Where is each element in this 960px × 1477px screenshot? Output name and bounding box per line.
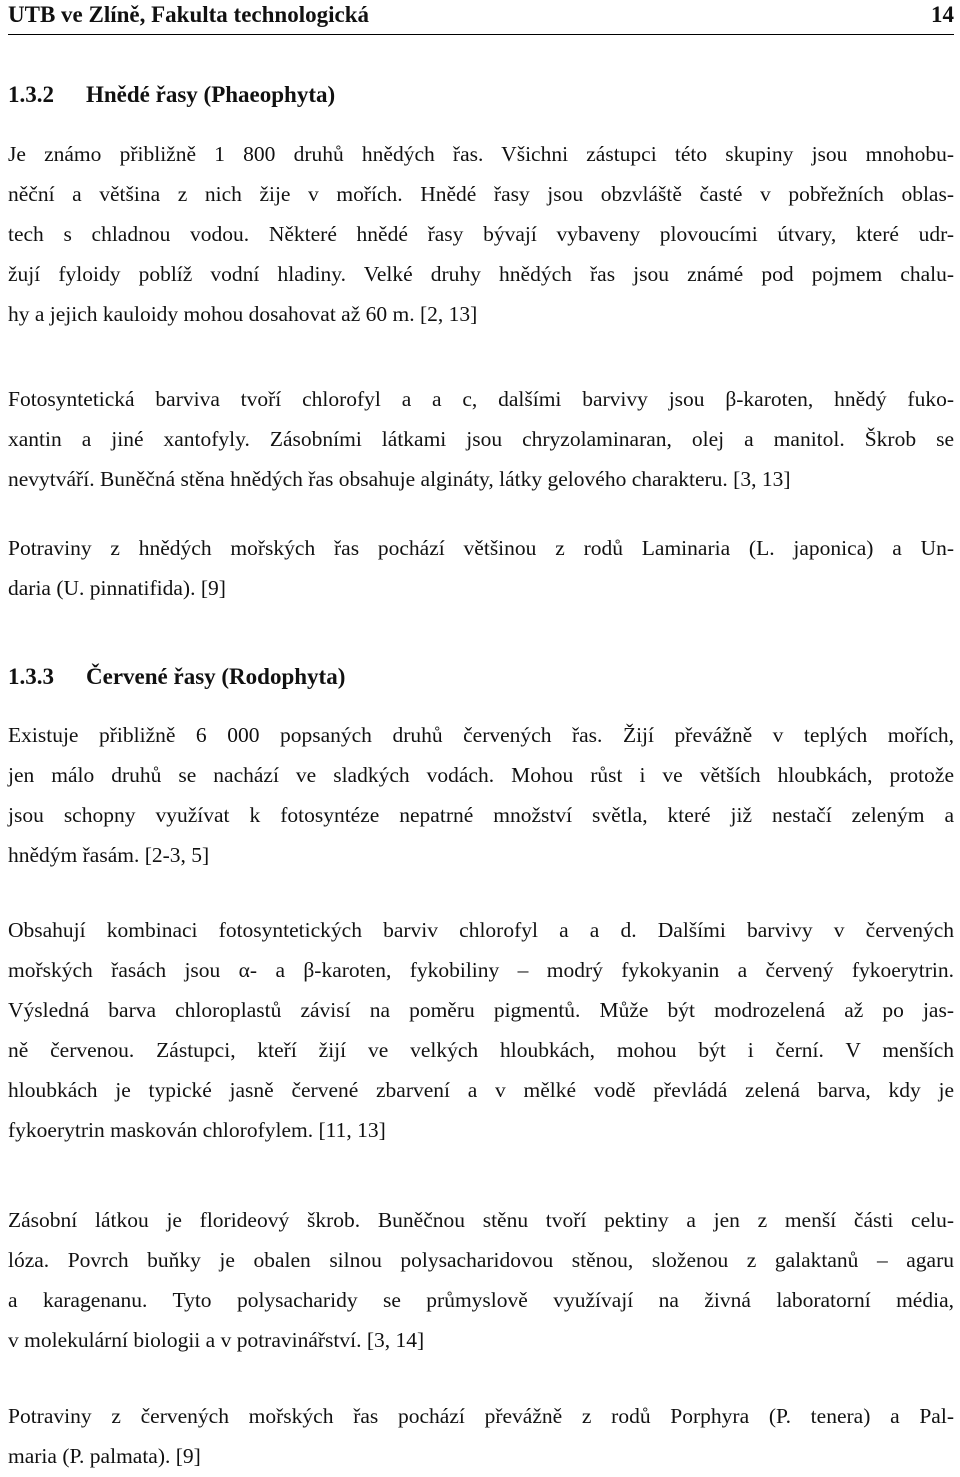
section-number: 1.3.2 — [8, 82, 54, 107]
text-line: Je známo přibližně 1 800 druhů hnědých řas. Všichni zástupci této skupiny jsou mnohobu- — [8, 142, 954, 166]
section-heading-rodophyta — [8, 664, 345, 690]
text-line: tech s chladnou vodou. Některé hnědé řasy bývají vybaveny plovoucími útvary, které udr- — [8, 222, 954, 246]
page-number: 14 — [931, 2, 954, 27]
text-line: nevytváří. Buněčná stěna hnědých řas obsahuje algináty, látky gelového charakteru. [3, 13] — [8, 467, 791, 491]
text-line: Zásobní látkou je florideový škrob. Buněčnou stěnu tvoří pektiny a jen z menší části celu- — [8, 1208, 954, 1232]
text-line: žují fyloidy poblíž vodní hladiny. Velké druhy hnědých řas jsou známé pod pojmem chalu- — [8, 262, 954, 286]
text-line: mořských řasách jsou α- a β-karoten, fykobiliny – modrý fykokyanin a červený fykoerytrin. — [8, 958, 954, 982]
page-header — [8, 0, 954, 35]
section-title: Hnědé řasy (Phaeophyta) — [86, 82, 336, 107]
text-line: v molekulární biologii a v potravinářství. [3, 14] — [8, 1328, 425, 1352]
text-line: daria (U. pinnatifida). [9] — [8, 576, 226, 600]
text-line: Existuje přibližně 6 000 popsaných druhů červených řas. Žijí převážně v teplých mořích, — [8, 723, 954, 747]
text-line: jen málo druhů se nachází ve sladkých vodách. Mohou růst i ve větších hloubkách, protože — [8, 763, 954, 787]
text-line: hnědým řasám. [2-3, 5] — [8, 843, 210, 867]
text-line: něční a většina z nich žije v mořích. Hnědé řasy jsou obzvláště časté v pobřežních oblas- — [8, 182, 954, 206]
text-line: fykoerytrin maskován chlorofylem. [11, 13] — [8, 1118, 386, 1142]
section-heading-phaeophyta — [8, 82, 335, 108]
text-line: Fotosyntetická barviva tvoří chlorofyl a a c, dalšími barvivy jsou β-karoten, hnědý fuko- — [8, 387, 954, 411]
section-title: Červené řasy (Rodophyta) — [86, 664, 346, 689]
text-line: a karagenanu. Tyto polysacharidy se průmyslově využívají na živná laboratorní média, — [8, 1288, 954, 1312]
paragraph — [8, 1200, 954, 1360]
paragraph — [8, 134, 954, 334]
text-line: Potraviny z hnědých mořských řas pochází většinou z rodů Laminaria (L. japonica) a Un- — [8, 536, 954, 560]
text-line: ně červenou. Zástupci, kteří žijí ve velkých hloubkách, mohou být i černí. V menších — [8, 1038, 954, 1062]
section-number: 1.3.3 — [8, 664, 54, 689]
text-line: maria (P. palmata). [9] — [8, 1444, 201, 1468]
text-line: jsou schopny využívat k fotosyntéze nepatrné množství světla, které již nestačí zeleným a — [8, 803, 954, 827]
paragraph — [8, 715, 954, 875]
text-line: hloubkách je typické jasně červené zbarvení a v mělké vodě převládá zelená barva, kdy je — [8, 1078, 954, 1102]
text-line: Obsahují kombinaci fotosyntetických barviv chlorofyl a a d. Dalšími barvivy v červených — [8, 918, 954, 942]
text-line: Potraviny z červených mořských řas pochází převážně z rodů Porphyra (P. tenera) a Pal- — [8, 1404, 954, 1428]
text-line: Výsledná barva chloroplastů závisí na poměru pigmentů. Může být modrozelená až po jas- — [8, 998, 954, 1022]
text-line: lóza. Povrch buňky je obalen silnou polysacharidovou stěnou, složenou z galaktanů – agaru — [8, 1248, 954, 1272]
header-title: UTB ve Zlíně, Fakulta technologická — [8, 2, 369, 27]
paragraph — [8, 1396, 954, 1476]
paragraph — [8, 379, 954, 499]
text-line: xantin a jiné xantofyly. Zásobními látkami jsou chryzolaminaran, olej a manitol. Škrob se — [8, 427, 954, 451]
paragraph — [8, 528, 954, 608]
paragraph — [8, 910, 954, 1150]
text-line: hy a jejich kauloidy mohou dosahovat až 60 m. [2, 13] — [8, 302, 478, 326]
